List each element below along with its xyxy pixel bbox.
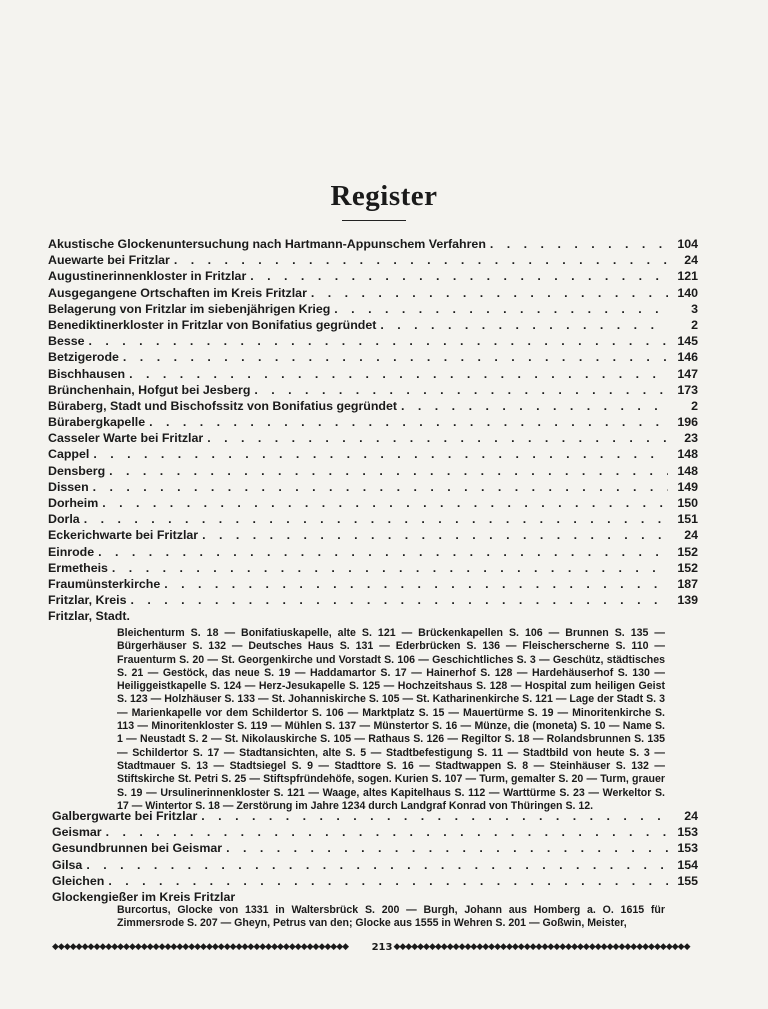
register-entries-a-f bbox=[48, 236, 698, 625]
register-entry: Benediktinerkloster in Fritzlar von Bonifatius gegründet . . . 2 bbox=[48, 317, 698, 333]
register-entry-heading: Glockengießer im Kreis Fritzlar bbox=[52, 889, 236, 904]
ornament-band-right bbox=[393, 942, 712, 952]
page-title: Register bbox=[330, 180, 438, 212]
register-entry: Galbergwarte bei Fritzlar . . . 24 bbox=[52, 808, 698, 824]
register-entry: Gesundbrunnen bei Geismar . . . 153 bbox=[52, 840, 698, 856]
subentry-text: Burcortus, Glocke von 1331 in Waltersbrück S. 200 — Burgh, Johann aus Homberg a. O. 1615 für Zimmersrode S. 207 — Gheyn, Petrus van den; Glocke aus 1555 in Wehren S. 201 — Goßwin, Meister, bbox=[117, 904, 665, 930]
register-entry: Cappel . . . 148 bbox=[48, 446, 698, 462]
register-entry: Gleichen . . . 155 bbox=[52, 873, 698, 889]
register-entry: Fraumünsterkirche . . . 187 bbox=[48, 576, 698, 592]
register-entry: Gilsa . . . 154 bbox=[52, 857, 698, 873]
register-entry: Casseler Warte bei Fritzlar . . . 23 bbox=[48, 430, 698, 446]
register-entry: Bischhausen . . . 147 bbox=[48, 366, 698, 382]
register-entry: Brünchenhain, Hofgut bei Jesberg . . . 173 bbox=[48, 382, 698, 398]
subentry-text: Bleichenturm S. 18 — Bonifatiuskapelle, alte S. 121 — Brückenkapellen S. 106 — Brunnen S. 135 — Bürgerhäuser S. 132 — Deutsches Haus S. 131 — Ederbrücken S. 136 — Fleischerscherne S. 110 — Frauenturm S. 20 — St. Georgenkirche und Vorstadt S. 106 — Geschichtliches S. 3 — Geschütz, städtisches S. 21 — Gestöck, das neue S. 19 — Haddamartor S. 17 — Hainerhof S. 128 — Hardehäuserhof S. 130 — Heiliggeistkapelle S. 124 — Herz-Jesukapelle S. 125 — Hochzeitshaus S. 128 — Hospital zum heiligen Geist S. 123 — Holzhäuser S. 133 — St. Johanniskirche S. 105 — St. Katharinenkirche S. 121 — Lage der Stadt S. 3 — Marienkapelle vor dem Schildertor S. 106 — Marktplatz S. 15 — Mauertürme S. 19 — Minoritenkirche S. 113 — Minoritenkloster S. 119 — Mühlen S. 137 — Münstertor S. 16 — Münze, die (moneta) S. 10 — Name S. 1 — Neustadt S. 2 — St. Nikolauskirche S. 105 — Rathaus S. 126 — Regiltor S. 18 — Rolandsbrunnen S. 135 — Schildertor S. 17 — Stadtansichten, alte S. 5 — Stadtbefestigung S. 11 — Stadtbild von heute S. 3 — Stadtmauer S. 13 — Stadtsiegel S. 9 — Stadttore S. 16 — Stadtwappen S. 8 — Steinhäuser S. 132 — Stiftskirche St. Petri S. 25 — Stiftspfründehöfe, sogen. Kurien S. 107 — Turm, gemalter S. 20 — Turm, grauer S. 19 — Ursulinerinnenkloster S. 121 — Waage, altes Kapitelhaus S. 112 — Warttürme S. 23 — Werkeltor S. 17 — Wintertor S. 18 — Zerstörung im Jahre 1234 durch Landgraf Konrad von Thüringen S. 12. bbox=[117, 627, 665, 812]
register-entry: Auewarte bei Fritzlar . . . 24 bbox=[48, 252, 698, 268]
register-entry: Geismar . . . 153 bbox=[52, 824, 698, 840]
fritzlar-stadt-subentries bbox=[117, 627, 665, 813]
register-entry: Akustische Glockenuntersuchung nach Hartmann-Appunschem Verfahren . . . 104 bbox=[48, 236, 698, 252]
register-entry: Besse . . . 145 bbox=[48, 333, 698, 349]
register-entry: Densberg . . . 148 bbox=[48, 463, 698, 479]
register-entry: Fritzlar, Kreis . . . 139 bbox=[48, 592, 698, 608]
register-entries-g bbox=[52, 808, 698, 905]
register-entry: Ermetheis . . . 152 bbox=[48, 560, 698, 576]
footer-ornament bbox=[52, 941, 712, 953]
register-entry: Betzigerode . . . 146 bbox=[48, 349, 698, 365]
glockengiesser-subentries bbox=[117, 904, 665, 931]
register-entry: Augustinerinnenkloster in Fritzlar . . . 121 bbox=[48, 268, 698, 284]
register-entry: Dorheim . . . 150 bbox=[48, 495, 698, 511]
register-entry: Dissen . . . 149 bbox=[48, 479, 698, 495]
register-entry: Ausgegangene Ortschaften im Kreis Fritzlar . . . 140 bbox=[48, 285, 698, 301]
title-underline bbox=[342, 220, 406, 221]
register-entry: Bürabergkapelle . . . 196 bbox=[48, 414, 698, 430]
page-number: 213 bbox=[371, 941, 393, 953]
ornament-band-left bbox=[52, 942, 371, 952]
register-entry: Belagerung von Fritzlar im siebenjährigen Krieg . . . 3 bbox=[48, 301, 698, 317]
register-entry-heading: Fritzlar, Stadt. bbox=[48, 609, 130, 624]
register-entry: Eckerichwarte bei Fritzlar . . . 24 bbox=[48, 527, 698, 543]
register-entry: Büraberg, Stadt und Bischofssitz von Bonifatius gegründet . . . 2 bbox=[48, 398, 698, 414]
register-entry: Einrode . . . 152 bbox=[48, 544, 698, 560]
register-entry: Dorla . . . 151 bbox=[48, 511, 698, 527]
